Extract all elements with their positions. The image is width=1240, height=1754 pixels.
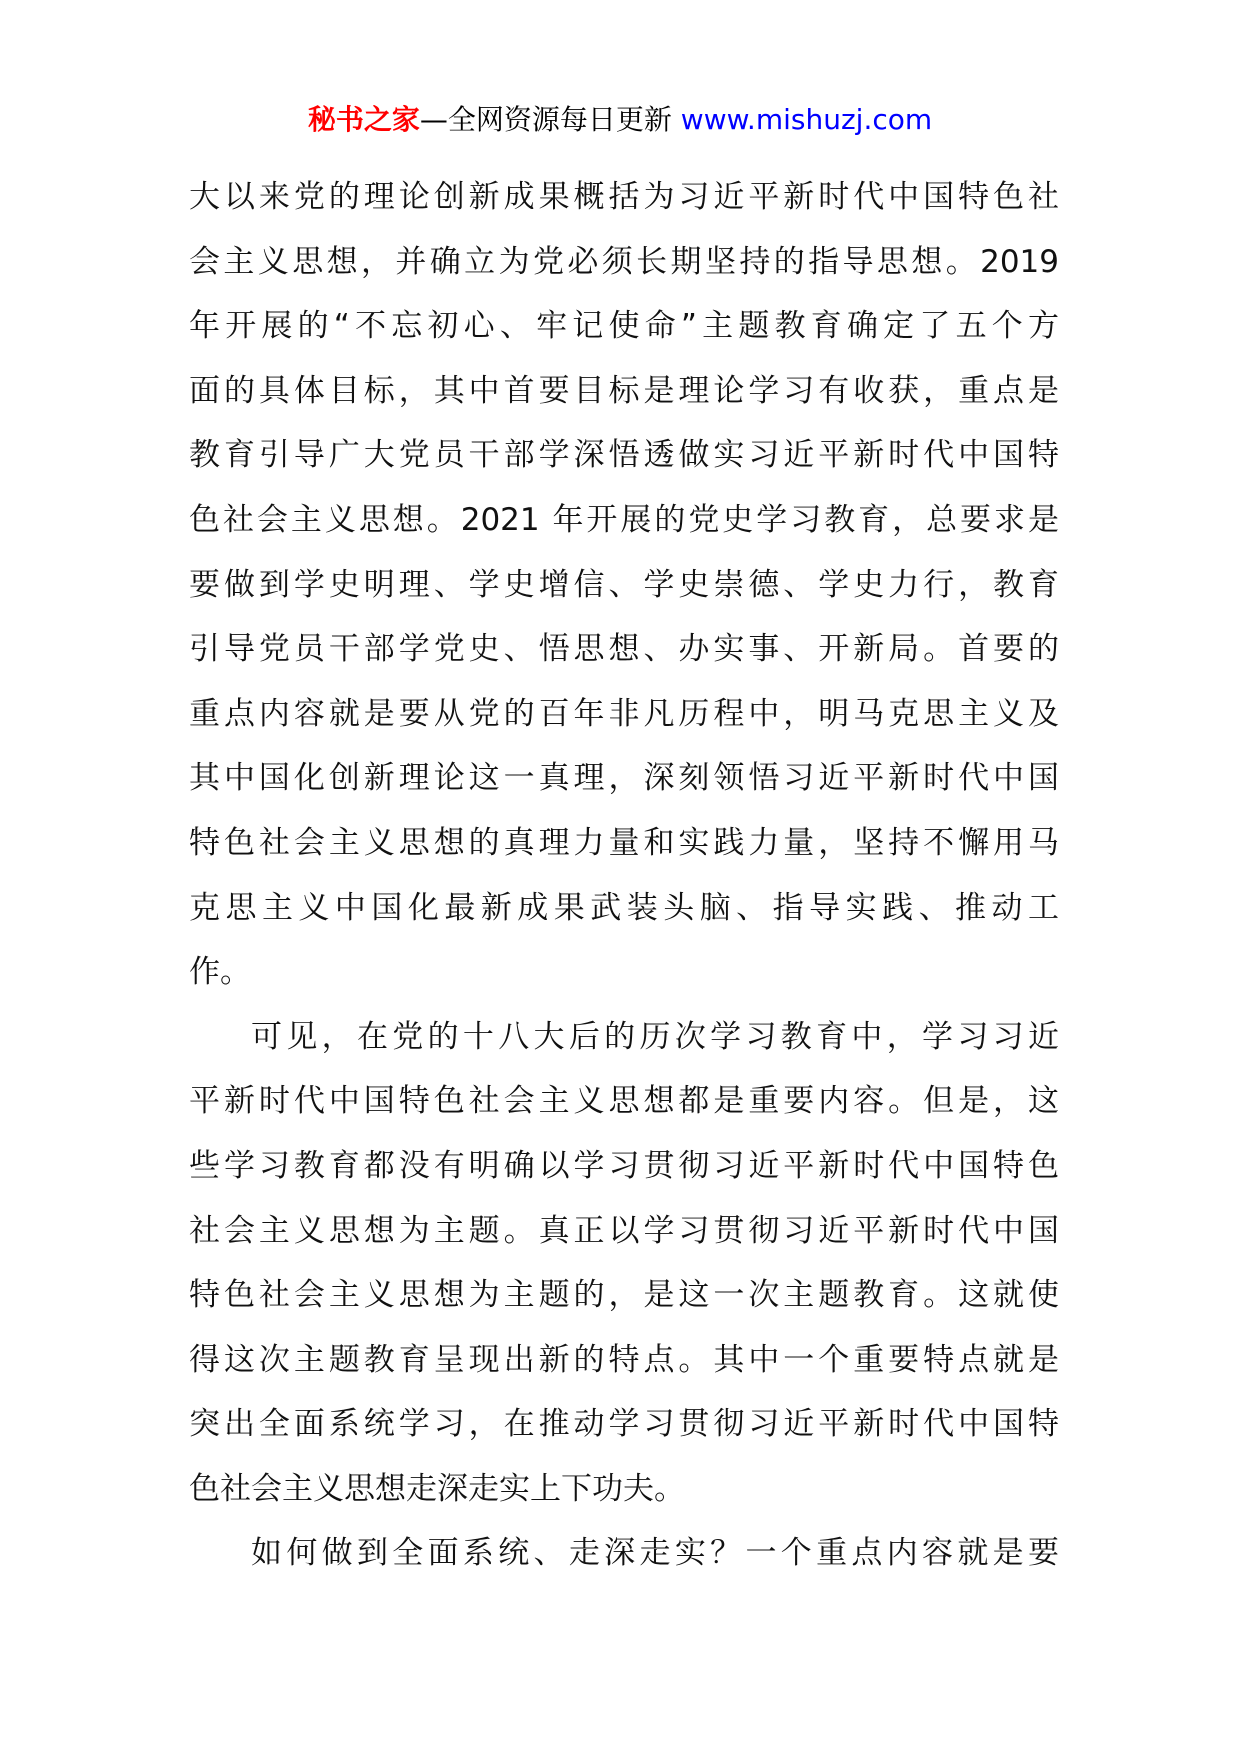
text-line: 得这次主题教育呈现出新的特点。其中一个重要特点就是 (189, 1341, 1059, 1378)
text-line: 突出全面系统学习，在推动学习贯彻习近平新时代中国特 (189, 1406, 1059, 1443)
text-line: 作。 (189, 954, 251, 991)
text-line: 其中国化创新理论这一真理，深刻领悟习近平新时代中国 (189, 760, 1059, 797)
text-line: 些学习教育都没有明确以学习贯彻习近平新时代中国特色 (189, 1147, 1059, 1184)
text-line: 引导党员干部学党史、悟思想、办实事、开新局。首要的 (189, 631, 1059, 668)
text-line: 平新时代中国特色社会主义思想都是重要内容。但是，这 (189, 1083, 1059, 1120)
text-line: 可见，在党的十八大后的历次学习教育中，学习习近 (251, 1018, 1059, 1055)
text-line: 教育引导广大党员干部学深悟透做实习近平新时代中国特 (189, 437, 1059, 474)
text-line: 色社会主义思想。2021 年开展的党史学习教育，总要求是 (189, 501, 1059, 538)
paragraph-2 (189, 1005, 1059, 1522)
text-line: 克思主义中国化最新成果武装头脑、指导实践、推动工 (189, 889, 1059, 926)
text-line: 面的具体目标，其中首要目标是理论学习有收获，重点是 (189, 372, 1059, 409)
header-tagline: —全网资源每日更新 (419, 103, 672, 136)
text-line: 特色社会主义思想的真理力量和实践力量，坚持不懈用马 (189, 824, 1059, 861)
paragraph-3 (189, 1521, 1059, 1586)
document-body (189, 165, 1059, 1586)
text-line: 要做到学史明理、学史增信、学史崇德、学史力行，教育 (189, 566, 1059, 603)
text-line: 大以来党的理论创新成果概括为习近平新时代中国特色社 (189, 179, 1059, 215)
paragraph-1 (189, 165, 1059, 1005)
text-line: 如何做到全面系统、走深走实？一个重点内容就是要 (251, 1535, 1059, 1572)
text-line: 社会主义思想为主题。真正以学习贯彻习近平新时代中国 (189, 1212, 1059, 1249)
text-line: 特色社会主义思想为主题的，是这一次主题教育。这就使 (189, 1277, 1059, 1314)
text-line: 重点内容就是要从党的百年非凡历程中，明马克思主义及 (189, 695, 1059, 732)
text-line: 会主义思想，并确立为党必须长期坚持的指导思想。2019 (189, 243, 1059, 280)
brand-name: 秘书之家 (307, 103, 420, 136)
page-header (0, 100, 1240, 140)
header-url-link[interactable]: www.mishuzj.com (680, 103, 933, 136)
text-line: 年开展的“不忘初心、牢记使命”主题教育确定了五个方 (189, 308, 1059, 345)
text-line: 色社会主义思想走深走实上下功夫。 (189, 1470, 685, 1507)
